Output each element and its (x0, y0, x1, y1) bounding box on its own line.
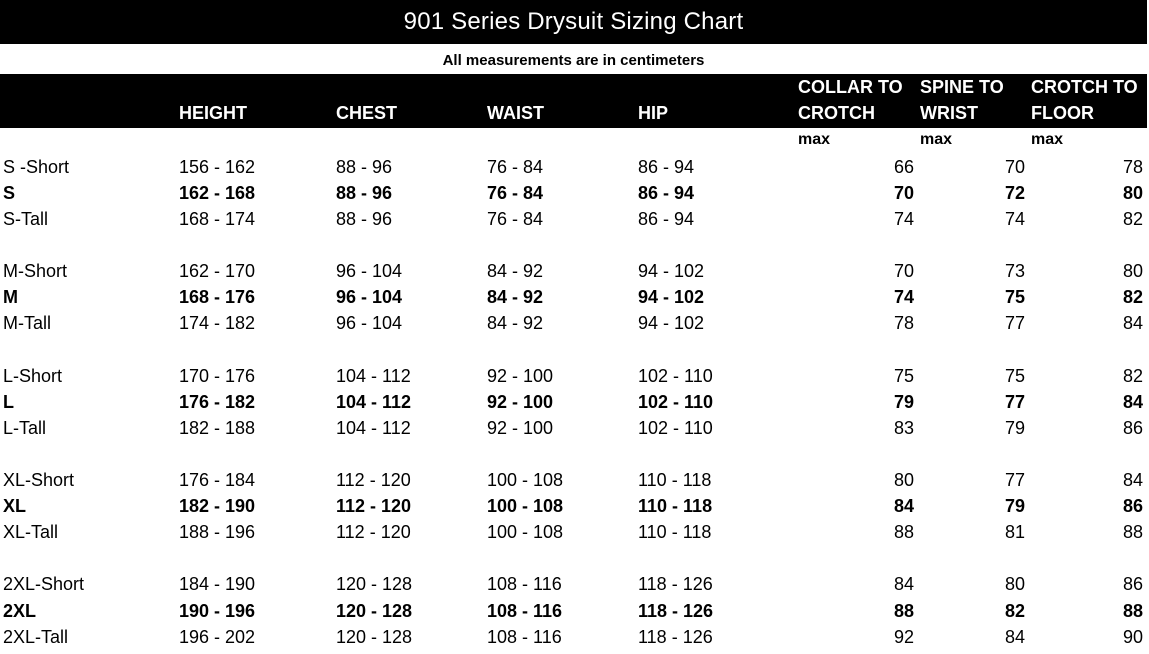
cell-height: 162 - 168 (179, 183, 256, 203)
header-crotch-to-floor-line1: CROTCH TO (1031, 77, 1138, 97)
table-row (0, 519, 1149, 545)
cell-height: 190 - 196 (179, 601, 256, 621)
cell-collar-to-crotch: 70 (893, 183, 914, 203)
cell-size: M (3, 287, 18, 307)
table-row (0, 258, 1149, 284)
table-row (0, 624, 1149, 650)
cell-waist: 100 - 108 (487, 522, 564, 542)
cell-size: XL-Tall (3, 522, 59, 542)
cell-hip: 118 - 126 (638, 627, 713, 647)
cell-chest: 96 - 104 (336, 287, 403, 307)
cell-waist: 92 - 100 (487, 392, 554, 412)
cell-crotch-to-floor: 80 (1122, 183, 1143, 203)
cell-spine-to-wrist: 74 (1004, 209, 1025, 229)
cell-chest: 120 - 128 (336, 627, 413, 647)
cell-chest: 112 - 120 (336, 496, 412, 516)
cell-collar-to-crotch: 84 (893, 574, 914, 594)
cell-chest: 104 - 112 (336, 366, 411, 386)
cell-hip: 110 - 118 (638, 496, 713, 516)
cell-waist: 108 - 116 (487, 601, 563, 621)
cell-waist: 76 - 84 (487, 209, 544, 229)
cell-chest: 88 - 96 (336, 209, 393, 229)
cell-collar-to-crotch: 70 (893, 261, 914, 281)
cell-height: 162 - 170 (179, 261, 256, 281)
cell-hip: 94 - 102 (638, 287, 705, 307)
cell-crotch-to-floor: 84 (1122, 470, 1143, 490)
cell-crotch-to-floor: 82 (1122, 366, 1143, 386)
header-waist: WAIST (487, 103, 544, 123)
cell-chest: 112 - 120 (336, 470, 411, 490)
unit-collar-max: max (798, 131, 831, 148)
cell-collar-to-crotch: 83 (893, 418, 914, 438)
cell-spine-to-wrist: 84 (1004, 627, 1025, 647)
table-row (0, 415, 1149, 441)
cell-size: XL-Short (3, 470, 75, 490)
cell-size: L-Tall (3, 418, 47, 438)
cell-collar-to-crotch: 78 (893, 313, 914, 333)
cell-height: 182 - 190 (179, 496, 256, 516)
header-collar-to-crotch-line2: CROTCH (798, 103, 875, 123)
cell-crotch-to-floor: 86 (1122, 496, 1143, 516)
cell-chest: 112 - 120 (336, 522, 411, 542)
header-height: HEIGHT (179, 103, 248, 123)
cell-height: 182 - 188 (179, 418, 256, 438)
cell-hip: 94 - 102 (638, 313, 705, 333)
cell-collar-to-crotch: 79 (893, 392, 914, 412)
cell-chest: 96 - 104 (336, 313, 403, 333)
cell-hip: 102 - 110 (638, 366, 713, 386)
cell-height: 170 - 176 (179, 366, 256, 386)
cell-chest: 104 - 112 (336, 418, 411, 438)
cell-crotch-to-floor: 82 (1122, 287, 1143, 307)
table-row (0, 467, 1149, 493)
cell-size: XL (3, 496, 27, 516)
cell-chest: 120 - 128 (336, 601, 413, 621)
cell-crotch-to-floor: 88 (1122, 601, 1143, 621)
cell-height: 176 - 184 (179, 470, 256, 490)
header-crotch-to-floor-line2: FLOOR (1031, 103, 1094, 123)
cell-waist: 84 - 92 (487, 287, 544, 307)
cell-collar-to-crotch: 74 (893, 287, 914, 307)
cell-crotch-to-floor: 82 (1122, 209, 1143, 229)
cell-spine-to-wrist: 81 (1004, 522, 1025, 542)
cell-height: 174 - 182 (179, 313, 256, 333)
cell-spine-to-wrist: 77 (1004, 313, 1025, 333)
cell-waist: 100 - 108 (487, 496, 564, 516)
unit-spine-max: max (920, 131, 953, 148)
cell-height: 156 - 162 (179, 157, 256, 177)
cell-size: M-Tall (3, 313, 51, 333)
cell-collar-to-crotch: 84 (893, 496, 914, 516)
cell-spine-to-wrist: 75 (1004, 287, 1025, 307)
cell-size: M-Short (3, 261, 68, 281)
cell-chest: 88 - 96 (336, 157, 393, 177)
cell-waist: 100 - 108 (487, 470, 564, 490)
table-row (0, 206, 1149, 232)
cell-chest: 88 - 96 (336, 183, 393, 203)
table-row (0, 154, 1149, 180)
cell-spine-to-wrist: 80 (1004, 574, 1025, 594)
cell-waist: 84 - 92 (487, 313, 544, 333)
cell-crotch-to-floor: 84 (1122, 313, 1143, 333)
cell-size: S-Tall (3, 209, 49, 229)
cell-collar-to-crotch: 75 (893, 366, 914, 386)
cell-spine-to-wrist: 77 (1004, 392, 1025, 412)
cell-size: 2XL (3, 601, 37, 621)
cell-height: 176 - 182 (179, 392, 256, 412)
cell-hip: 118 - 126 (638, 574, 713, 594)
cell-hip: 86 - 94 (638, 157, 695, 177)
cell-height: 188 - 196 (179, 522, 256, 542)
cell-spine-to-wrist: 82 (1004, 601, 1025, 621)
cell-height: 196 - 202 (179, 627, 256, 647)
cell-hip: 110 - 118 (638, 522, 712, 542)
cell-chest: 120 - 128 (336, 574, 413, 594)
cell-spine-to-wrist: 73 (1004, 261, 1025, 281)
header-spine-to-wrist-line1: SPINE TO (920, 77, 1004, 97)
cell-crotch-to-floor: 80 (1122, 261, 1143, 281)
table-row (0, 180, 1149, 206)
table-row (0, 571, 1149, 597)
cell-hip: 86 - 94 (638, 183, 695, 203)
cell-collar-to-crotch: 74 (893, 209, 914, 229)
table-row (0, 284, 1149, 310)
cell-size: S (3, 183, 16, 203)
cell-spine-to-wrist: 79 (1004, 496, 1025, 516)
cell-spine-to-wrist: 70 (1004, 157, 1025, 177)
table-row (0, 493, 1149, 519)
cell-size: L-Short (3, 366, 63, 386)
header-spine-to-wrist-line2: WRIST (920, 103, 978, 123)
header-collar-to-crotch-line1: COLLAR TO (798, 77, 903, 97)
cell-hip: 86 - 94 (638, 209, 695, 229)
cell-spine-to-wrist: 77 (1004, 470, 1025, 490)
chart-title: 901 Series Drysuit Sizing Chart (0, 0, 1147, 44)
cell-hip: 102 - 110 (638, 418, 713, 438)
cell-chest: 96 - 104 (336, 261, 403, 281)
unit-floor-max: max (1031, 131, 1064, 148)
header-chest: CHEST (336, 103, 398, 123)
cell-waist: 92 - 100 (487, 366, 554, 386)
cell-hip: 102 - 110 (638, 392, 714, 412)
table-row (0, 363, 1149, 389)
cell-waist: 76 - 84 (487, 157, 544, 177)
cell-size: S -Short (3, 157, 70, 177)
cell-size: 2XL-Short (3, 574, 85, 594)
cell-height: 184 - 190 (179, 574, 256, 594)
cell-height: 168 - 176 (179, 287, 256, 307)
cell-spine-to-wrist: 72 (1004, 183, 1025, 203)
cell-collar-to-crotch: 66 (893, 157, 914, 177)
cell-chest: 104 - 112 (336, 392, 412, 412)
cell-collar-to-crotch: 92 (893, 627, 914, 647)
cell-hip: 118 - 126 (638, 601, 714, 621)
cell-waist: 92 - 100 (487, 418, 554, 438)
table-row (0, 389, 1149, 415)
cell-collar-to-crotch: 88 (893, 601, 914, 621)
cell-spine-to-wrist: 79 (1004, 418, 1025, 438)
cell-size: L (3, 392, 14, 412)
table-row (0, 310, 1149, 336)
cell-size: 2XL-Tall (3, 627, 69, 647)
cell-hip: 94 - 102 (638, 261, 705, 281)
cell-collar-to-crotch: 80 (893, 470, 914, 490)
cell-collar-to-crotch: 88 (893, 522, 914, 542)
table-row (0, 598, 1149, 624)
cell-waist: 108 - 116 (487, 627, 562, 647)
cell-height: 168 - 174 (179, 209, 256, 229)
cell-waist: 84 - 92 (487, 261, 544, 281)
cell-waist: 76 - 84 (487, 183, 544, 203)
cell-hip: 110 - 118 (638, 470, 712, 490)
cell-crotch-to-floor: 86 (1122, 418, 1143, 438)
cell-crotch-to-floor: 78 (1122, 157, 1143, 177)
cell-crotch-to-floor: 88 (1122, 522, 1143, 542)
cell-spine-to-wrist: 75 (1004, 366, 1025, 386)
cell-crotch-to-floor: 86 (1122, 574, 1143, 594)
units-subtitle: All measurements are in centimeters (442, 52, 705, 69)
cell-crotch-to-floor: 90 (1122, 627, 1143, 647)
cell-waist: 108 - 116 (487, 574, 562, 594)
cell-crotch-to-floor: 84 (1122, 392, 1143, 412)
header-hip: HIP (638, 103, 669, 123)
